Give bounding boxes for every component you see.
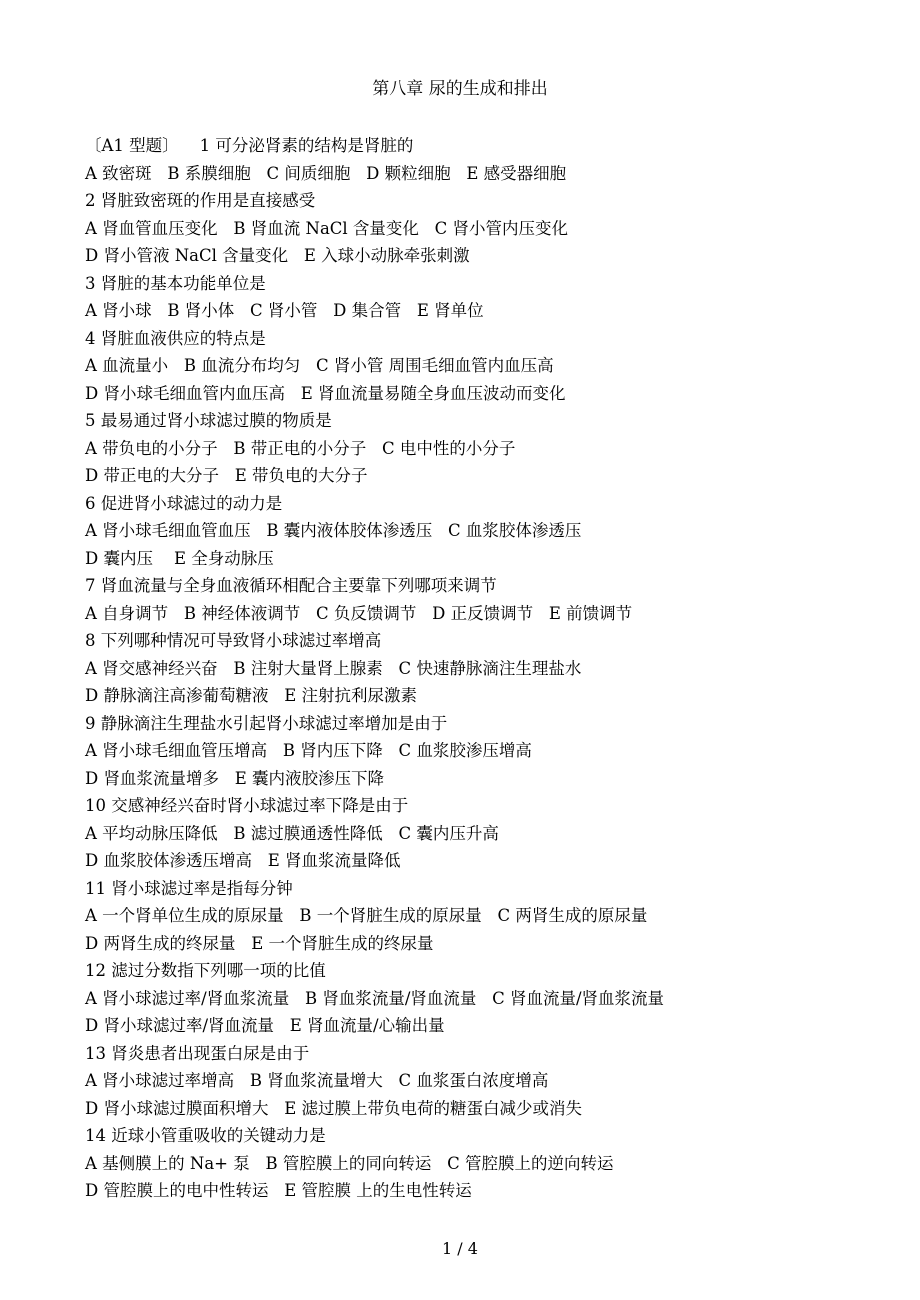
text-line: 12 滤过分数指下列哪一项的比值 [85, 961, 326, 980]
text-line: D 肾小球滤过率/肾血流量 E 肾血流量/心输出量 [85, 1016, 445, 1035]
text-line: 〔A1 型题〕 1 可分泌肾素的结构是肾脏的 [85, 136, 414, 155]
text-line: D 两肾生成的终尿量 E 一个肾脏生成的终尿量 [85, 933, 434, 953]
text-line: 11 肾小球滤过率是指每分钟 [85, 878, 293, 898]
text-line: D 血浆胶体渗透压增高 E 肾血浆流量降低 [85, 851, 401, 870]
text-line: D 带正电的大分子 E 带负电的大分子 [85, 466, 368, 485]
text-line: 10 交感神经兴奋时肾小球滤过率下降是由于 [85, 796, 409, 815]
text-line: 6 促进肾小球滤过的动力是 [85, 493, 283, 513]
text-line: A 平均动脉压降低 B 滤过膜通透性降低 C 囊内压升高 [85, 823, 499, 843]
text-line: D 肾小管液 NaCl 含量变化 E 入球小动脉牵张刺激 [85, 246, 470, 265]
text-line: 9 静脉滴注生理盐水引起肾小球滤过率增加是由于 [85, 713, 448, 733]
text-line: A 肾小球毛细血管血压 B 囊内液体胶体渗透压 C 血浆胶体渗透压 [85, 521, 582, 540]
text-line: D 肾血浆流量增多 E 囊内液胶渗压下降 [85, 768, 384, 788]
question-list [85, 132, 885, 1205]
text-line: 8 下列哪种情况可导致肾小球滤过率增高 [85, 631, 382, 650]
text-line: A 自身调节 B 神经体液调节 C 负反馈调节 D 正反馈调节 E 前馈调节 [85, 603, 633, 623]
text-line: D 肾小球滤过膜面积增大 E 滤过膜上带负电荷的糖蛋白减少或消失 [85, 1098, 582, 1118]
text-line: A 血流量小 B 血流分布均匀 C 肾小管 周围毛细血管内血压高 [85, 356, 554, 375]
text-line: A 肾交感神经兴奋 B 注射大量肾上腺素 C 快速静脉滴注生理盐水 [85, 658, 582, 678]
text-line: A 带负电的小分子 B 带正电的小分子 C 电中性的小分子 [85, 438, 516, 458]
text-line: 7 肾血流量与全身血液循环相配合主要靠下列哪项来调节 [85, 576, 497, 595]
text-line: 3 肾脏的基本功能单位是 [85, 273, 266, 293]
text-line: A 致密斑 B 系膜细胞 C 间质细胞 D 颗粒细胞 E 感受器细胞 [85, 163, 567, 183]
text-line: 14 近球小管重吸收的关键动力是 [85, 1126, 326, 1145]
text-line: A 肾小球毛细血管压增高 B 肾内压下降 C 血浆胶渗压增高 [85, 741, 532, 760]
text-line: 5 最易通过肾小球滤过膜的物质是 [85, 411, 332, 430]
chapter-title: 第八章 尿的生成和排出 [372, 79, 548, 99]
text-line: A 肾小球滤过率增高 B 肾血浆流量增大 C 血浆蛋白浓度增高 [85, 1071, 549, 1090]
text-line: A 肾小球 B 肾小体 C 肾小管 D 集合管 E 肾单位 [85, 301, 484, 320]
text-line: A 基侧膜上的 Na+ 泵 B 管腔膜上的同向转运 C 管腔膜上的逆向转运 [85, 1153, 614, 1173]
text-line: 13 肾炎患者出现蛋白尿是由于 [85, 1043, 310, 1063]
page-number: 1 / 4 [442, 1239, 478, 1258]
text-line: A 肾小球滤过率/肾血浆流量 B 肾血浆流量/肾血流量 C 肾血流量/肾血浆流量 [85, 988, 665, 1008]
text-line: A 一个肾单位生成的原尿量 B 一个肾脏生成的原尿量 C 两肾生成的原尿量 [85, 906, 648, 925]
text-line: 4 肾脏血液供应的特点是 [85, 328, 266, 348]
text-line: D 囊内压 E 全身动脉压 [85, 548, 274, 568]
text-line: A 肾血管血压变化 B 肾血流 NaCl 含量变化 C 肾小管内压变化 [85, 218, 569, 238]
text-line: D 肾小球毛细血管内血压高 E 肾血流量易随全身血压波动而变化 [85, 383, 566, 403]
text-line: 2 肾脏致密斑的作用是直接感受 [85, 191, 316, 210]
text-line: D 静脉滴注高渗葡萄糖液 E 注射抗利尿激素 [85, 686, 417, 705]
text-line: D 管腔膜上的电中性转运 E 管腔膜 上的生电性转运 [85, 1181, 472, 1200]
